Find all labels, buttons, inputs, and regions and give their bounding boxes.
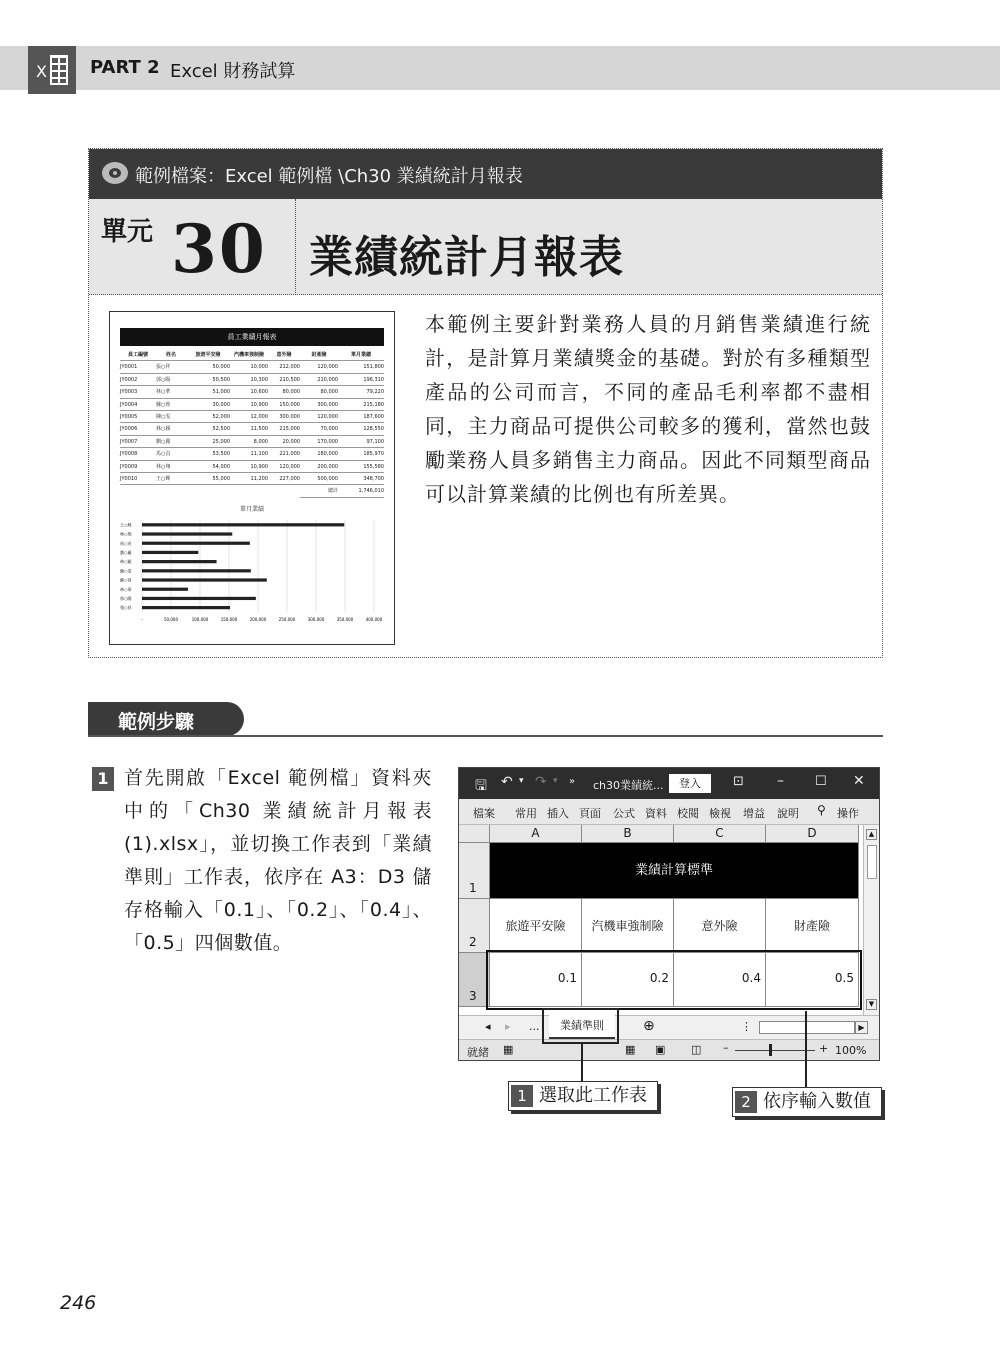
unit-description: 本範例主要針對業務人員的月銷售業績進行統計，是計算月業績獎金的基礎。對於有多種類型產品的公司而言，不同的產品毛利率都不盡相同，主力商品可提供公司較多的獲利，當然也鼓勵業務人員多銷售主力商品。因此不同類型商品可以計算業績的比例也有所差異。	[425, 312, 871, 506]
preview-cell: 221,000	[268, 448, 300, 460]
preview-cell: 王○輝	[156, 473, 186, 485]
example-file-label: 範例檔案：Excel 範例檔 \Ch30 業績統計月報表	[135, 166, 523, 187]
preview-cell: 53,500	[186, 448, 230, 460]
preview-cell: 財產險	[300, 349, 338, 361]
file-name: ch30業績統...	[593, 779, 664, 792]
callout-label: 依序輸入數值	[763, 1091, 871, 1112]
preview-cell: 11,200	[230, 473, 268, 485]
undo-icon[interactable]: ↶	[501, 774, 513, 790]
preview-cell: JY0007	[120, 436, 156, 448]
preview-cell: 215,000	[268, 423, 300, 435]
preview-cell: 348,700	[338, 473, 384, 485]
prev-sheet-icon[interactable]: ◂	[485, 1020, 491, 1033]
axis-tick-label: 100,000	[191, 617, 209, 622]
preview-cell: 50,000	[186, 361, 230, 373]
preview-cell: 員工編號	[120, 349, 156, 361]
preview-cell: 120,000	[300, 361, 338, 373]
next-sheet-icon[interactable]: ▸	[505, 1020, 511, 1033]
preview-cell: 215,180	[338, 399, 384, 411]
preview-cell: 70,000	[300, 423, 338, 435]
save-icon[interactable]: 🖫	[475, 778, 487, 794]
preview-title: 員工業績月報表	[120, 328, 384, 346]
cell-c3[interactable]: 0.4	[674, 953, 766, 1007]
page-layout-icon[interactable]: ▣	[655, 1043, 666, 1056]
axis-tick-label: -	[141, 617, 143, 622]
category-label: 陳○雯	[120, 568, 132, 574]
scroll-up-icon[interactable]: ▲	[866, 829, 877, 840]
preview-cell: 陳○雯	[156, 411, 186, 423]
preview-cell: 300,000	[300, 399, 338, 411]
ribbon-tab[interactable]: 檢視	[709, 807, 731, 820]
column-header-b[interactable]: B	[582, 825, 674, 843]
step-text: 首先開啟「Excel 範例檔」資料夾中的「Ch30 業績統計月報表 (1).xlsx」，並切換工作表到「業績準則」工作表，依序在 A3：D3 儲存格輸入「0.1」、「0.2」、「0.4」、「0.5」四個數值。	[124, 767, 432, 954]
preview-cell: 10,900	[230, 461, 268, 473]
preview-cell: JY0010	[120, 473, 156, 485]
preview-cell: 汽機車強制險	[230, 349, 268, 361]
zoom-level[interactable]: 100%	[835, 1044, 867, 1057]
preview-cell: JY0002	[120, 374, 156, 386]
scroll-down-icon[interactable]: ▼	[866, 999, 877, 1010]
minimize-icon[interactable]: –	[777, 773, 784, 789]
preview-cell: 11,100	[230, 448, 268, 460]
undo-dropdown-icon[interactable]: ▾	[519, 776, 524, 786]
ribbon-tab[interactable]: 公式	[613, 807, 635, 820]
row-header-2[interactable]: 2	[459, 899, 490, 953]
redo-dropdown-icon[interactable]: ▾	[553, 776, 558, 786]
scroll-right-icon[interactable]: ▶	[855, 1021, 868, 1034]
preview-cell: 97,100	[338, 436, 384, 448]
preview-cell: 151,800	[338, 361, 384, 373]
preview-cell: 姓名	[156, 349, 186, 361]
cell-a2[interactable]: 旅遊平安險	[490, 899, 582, 953]
preview-cell: 50,500	[186, 374, 230, 386]
axis-tick-label: 50,000	[164, 617, 178, 622]
column-header-d[interactable]: D	[766, 825, 859, 843]
preview-cell: 10,900	[230, 399, 268, 411]
cell-b3[interactable]: 0.2	[582, 953, 674, 1007]
preview-cell: 300,000	[268, 411, 300, 423]
preview-cell: 12,000	[230, 411, 268, 423]
preview-cell: 林○穎	[156, 423, 186, 435]
preview-cell: 10,600	[230, 386, 268, 398]
ribbon-tab[interactable]: 檔案	[473, 807, 495, 820]
category-label: 林○翔	[120, 531, 132, 537]
cell-a3[interactable]: 0.1	[490, 953, 582, 1007]
ribbon-display-icon[interactable]: ⊡	[733, 774, 744, 789]
preview-cell: 79,220	[338, 386, 384, 398]
step-number: 1	[92, 767, 114, 791]
preview-cell: JY0008	[120, 448, 156, 460]
page-number: 246	[60, 1292, 97, 1314]
accessibility-icon[interactable]: ▦	[503, 1043, 514, 1056]
preview-cell: 80,000	[300, 386, 338, 398]
preview-cell: 10,300	[230, 374, 268, 386]
callout-select-sheet	[508, 1081, 658, 1111]
unit-label: 單元	[101, 217, 154, 247]
preview-cell: JY0001	[120, 361, 156, 373]
preview-cell: 51,000	[186, 386, 230, 398]
callout-number: 2	[735, 1091, 757, 1113]
cell-c2[interactable]: 意外險	[674, 899, 766, 953]
preview-cell: 52,000	[186, 411, 230, 423]
category-label: 王○輝	[120, 522, 132, 528]
normal-view-icon[interactable]: ▦	[625, 1043, 636, 1056]
more-icon[interactable]: »	[569, 776, 576, 787]
cell-b2[interactable]: 汽機車強制險	[582, 899, 674, 953]
preview-cell: 150,000	[268, 399, 300, 411]
sheet-tab-rules[interactable]: 業績準則	[549, 1015, 615, 1039]
preview-cell: 11,500	[230, 423, 268, 435]
preview-cell: JY0003	[120, 386, 156, 398]
ribbon-tab[interactable]: 頁面	[579, 807, 601, 820]
cell-d2[interactable]: 財產險	[766, 899, 859, 953]
close-icon[interactable]: ✕	[853, 773, 865, 789]
more-sheets[interactable]: ...	[529, 1020, 540, 1033]
preview-cell: 旅遊平安險	[186, 349, 230, 361]
category-label: 張○祥	[120, 605, 132, 611]
tab-split-icon[interactable]: ⋮	[741, 1020, 752, 1033]
preview-cell: 185,970	[338, 448, 384, 460]
page-break-icon[interactable]: ◫	[691, 1043, 702, 1056]
category-label: 劉○麗	[120, 550, 132, 556]
category-label: 郭○陽	[120, 596, 132, 602]
preview-cell: JY0005	[120, 411, 156, 423]
preview-cell: 劉○麗	[156, 436, 186, 448]
axis-tick-label: 300,000	[307, 617, 325, 622]
preview-cell: 128,550	[338, 423, 384, 435]
preview-cell: 210,000	[300, 374, 338, 386]
axis-tick-label: 150,000	[220, 617, 238, 622]
preview-cell: 林○華	[156, 386, 186, 398]
unit-title: 業績統計月報表	[309, 232, 624, 283]
preview-cell: JY0006	[120, 423, 156, 435]
ribbon-tab[interactable]: 資料	[645, 807, 667, 820]
steps-label: 範例步驟	[118, 711, 195, 733]
row-header-3[interactable]: 3	[459, 953, 490, 1007]
preview-cell: 張○祥	[156, 361, 186, 373]
preview-cell: 180,000	[300, 448, 338, 460]
redo-icon[interactable]: ↷	[535, 774, 547, 790]
preview-cell: 210,500	[268, 374, 300, 386]
callout-enter-values	[732, 1087, 882, 1117]
preview-cell: 120,000	[268, 461, 300, 473]
preview-cell: 20,000	[268, 436, 300, 448]
preview-cell: 55,000	[186, 473, 230, 485]
column-header-a[interactable]: A	[490, 825, 582, 843]
ribbon-tab[interactable]: 常用	[515, 807, 537, 820]
preview-cell: 227,000	[268, 473, 300, 485]
preview-cell: 80,000	[268, 386, 300, 398]
preview-cell: 10,000	[230, 361, 268, 373]
preview-cell: 30,000	[186, 399, 230, 411]
ribbon-tab[interactable]: 插入	[547, 807, 569, 820]
category-label: 馬○貞	[120, 540, 132, 546]
zoom-in-icon[interactable]: +	[819, 1042, 829, 1055]
preview-cell: JY0009	[120, 461, 156, 473]
preview-cell: 200,000	[300, 461, 338, 473]
preview-cell: 8,000	[230, 436, 268, 448]
merged-title-cell[interactable]: 業績計算標準	[490, 843, 859, 899]
preview-cell: 155,580	[338, 461, 384, 473]
axis-tick-label: 200,000	[249, 617, 267, 622]
preview-cell: 總計	[300, 485, 338, 497]
callout-label: 選取此工作表	[539, 1085, 647, 1106]
preview-cell: 170,000	[300, 436, 338, 448]
preview-chart-title: 單月業績	[239, 506, 264, 513]
preview-cell: 郭○陽	[156, 374, 186, 386]
ribbon-tab[interactable]: 操作	[837, 807, 859, 820]
preview-cell: 25,000	[186, 436, 230, 448]
axis-tick-label: 350,000	[336, 617, 354, 622]
preview-cell: 54,000	[186, 461, 230, 473]
preview-cell: 意外險	[268, 349, 300, 361]
maximize-icon[interactable]: ☐	[815, 774, 827, 789]
chapter-title: Excel 財務試算	[170, 61, 296, 82]
preview-cell: JY0004	[120, 399, 156, 411]
preview-cell: 單月業績	[338, 349, 384, 361]
axis-tick-label: 250,000	[278, 617, 296, 622]
ribbon-tab[interactable]: 校閱	[677, 807, 699, 820]
preview-cell: 52,500	[186, 423, 230, 435]
preview-cell: 187,600	[338, 411, 384, 423]
preview-cell: 馬○貞	[156, 448, 186, 460]
ribbon-tab[interactable]: 說明	[777, 807, 799, 820]
preview-cell: 196,310	[338, 374, 384, 386]
search-icon[interactable]: ⚲	[817, 803, 826, 817]
column-header-c[interactable]: C	[674, 825, 766, 843]
zoom-out-icon[interactable]: –	[723, 1041, 729, 1054]
preview-cell: 林○翔	[156, 461, 186, 473]
preview-cell: 212,000	[268, 361, 300, 373]
preview-cell: 500,000	[300, 473, 338, 485]
unit-number: 30	[171, 210, 267, 288]
category-label: 林○穎	[120, 559, 132, 565]
preview-cell: 蘇○蓉	[156, 399, 186, 411]
category-label: 蘇○蓉	[120, 577, 132, 583]
preview-cell: 1,746,010	[338, 485, 384, 497]
row-header-1[interactable]: 1	[459, 843, 490, 899]
svg-text:X: X	[36, 62, 47, 81]
category-label: 林○華	[120, 586, 132, 592]
part-label: PART 2	[90, 57, 160, 78]
cell-d3[interactable]: 0.5	[766, 953, 859, 1007]
login-button[interactable]: 登入	[669, 774, 711, 793]
status-text: 就緒	[467, 1046, 489, 1059]
preview-cell: 120,000	[300, 411, 338, 423]
add-sheet-icon[interactable]: ⊕	[643, 1018, 655, 1034]
callout-number: 1	[511, 1085, 533, 1107]
axis-tick-label: 400,000	[365, 617, 383, 622]
ribbon-tab[interactable]: 增益	[743, 807, 765, 820]
